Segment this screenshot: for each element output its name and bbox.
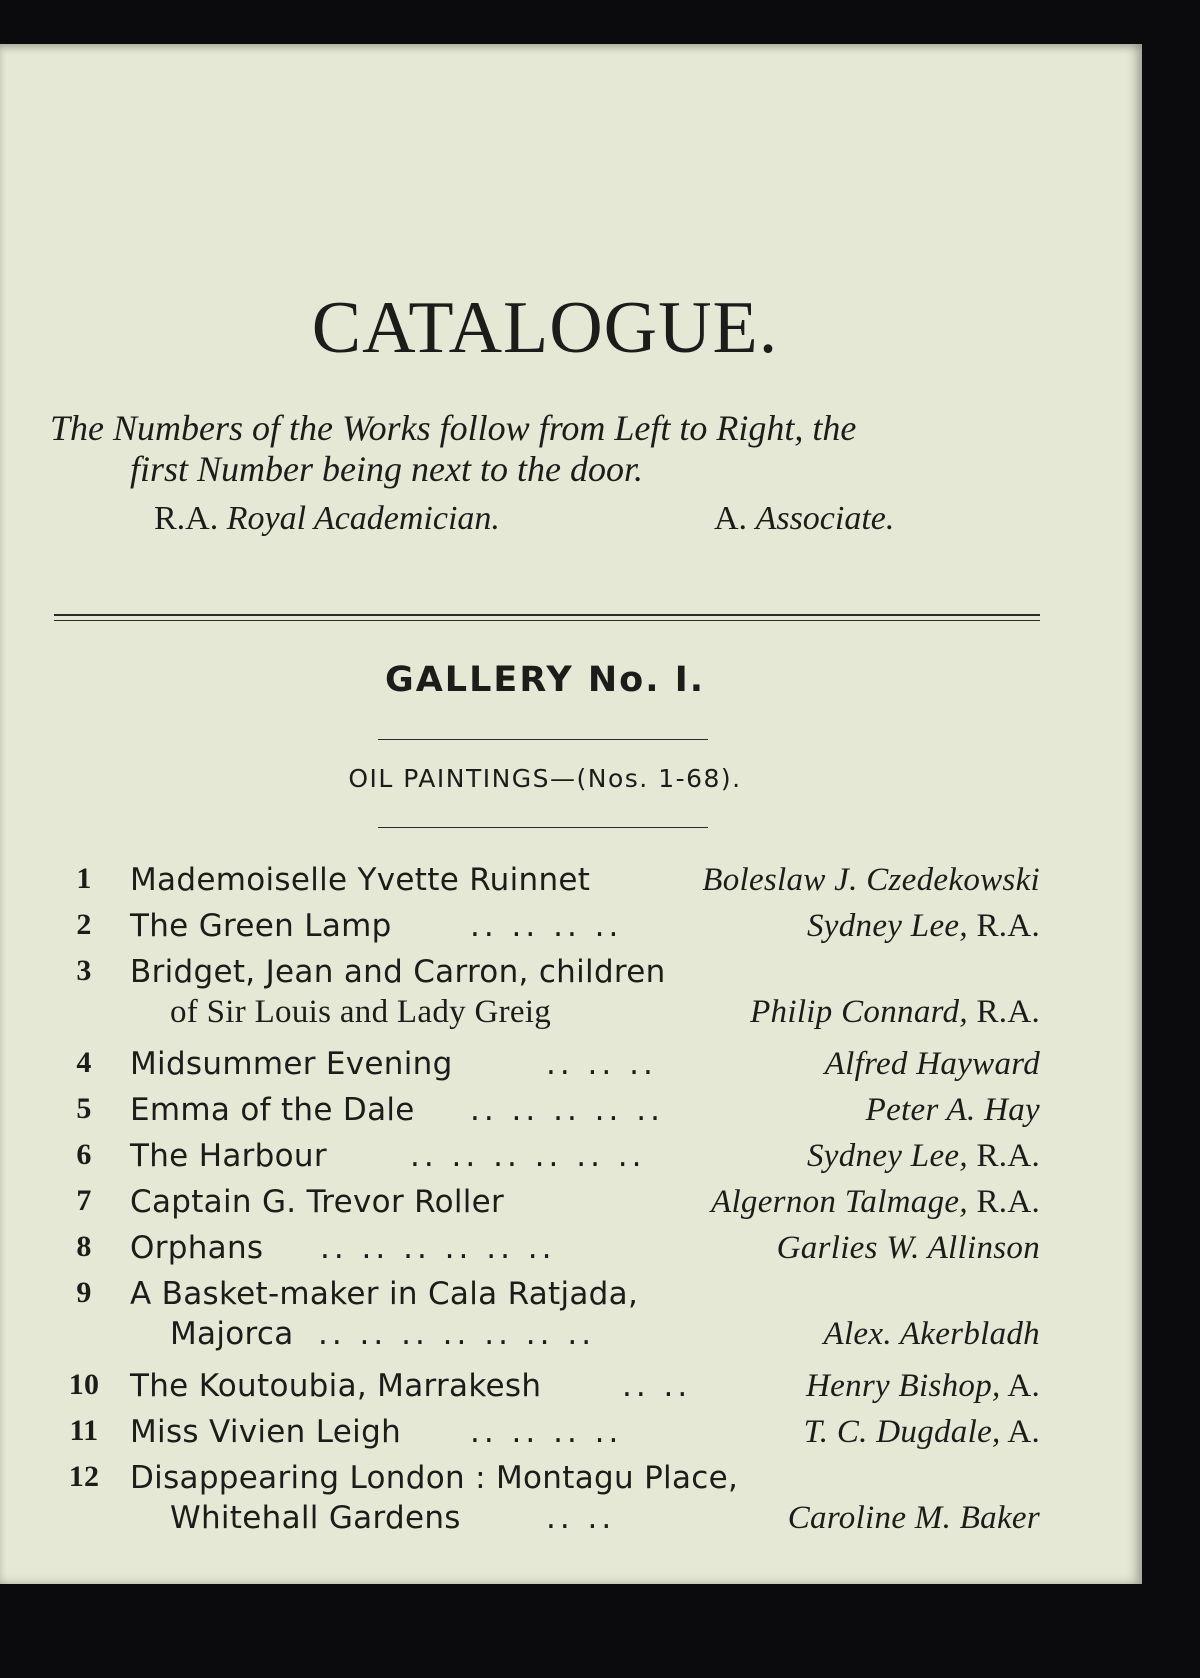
entry-artist: T. C. Dugdale, A.: [803, 1414, 1040, 1450]
entry-title-continued: Majorca: [170, 1316, 294, 1352]
list-item: [0, 902, 1142, 948]
entry-artist: Alex. Akerbladh: [823, 1316, 1040, 1352]
entry-artist: Sydney Lee, R.A.: [807, 1138, 1040, 1174]
abbrev-a-code: A.: [714, 500, 748, 537]
entry-number: 4: [76, 1046, 92, 1079]
abbrev-associate: [714, 500, 894, 538]
double-rule-top: [54, 614, 1040, 616]
leader-dots: .. .. .. .. .. ..: [320, 1230, 556, 1266]
list-item: [0, 1224, 1142, 1270]
numbering-note-line-1: The Numbers of the Works follow from Left to Right, the: [50, 408, 857, 448]
leader-dots: .. .. .. .. .. .. ..: [318, 1316, 596, 1352]
entry-title: Orphans: [130, 1230, 264, 1266]
entry-title: Emma of the Dale: [130, 1092, 415, 1128]
entry-artist: Philip Connard, R.A.: [750, 994, 1040, 1030]
entry-title: A Basket-maker in Cala Ratjada,: [130, 1276, 639, 1312]
entry-artist: Sydney Lee, R.A.: [807, 908, 1040, 944]
entry-title-continued: Whitehall Gardens: [170, 1500, 461, 1536]
leader-dots: .. ..: [622, 1368, 692, 1404]
leader-dots: .. .. .. ..: [470, 1414, 623, 1450]
entry-artist: Henry Bishop, A.: [806, 1368, 1040, 1404]
entry-title: Captain G. Trevor Roller: [130, 1184, 505, 1220]
list-item: [0, 1040, 1142, 1086]
entry-title: Miss Vivien Leigh: [130, 1414, 402, 1450]
catalogue-entry-list: [0, 856, 1142, 1546]
entry-title: Mademoiselle Yvette Ruinnet: [130, 862, 591, 898]
entry-title: The Green Lamp: [130, 908, 392, 944]
entry-number: 6: [76, 1138, 92, 1171]
entry-artist: Peter A. Hay: [865, 1092, 1040, 1128]
entry-number: 1: [76, 862, 92, 895]
entry-number: 12: [68, 1460, 100, 1493]
entry-artist: Garlies W. Allinson: [776, 1230, 1040, 1266]
divider-rule: [378, 739, 708, 740]
divider-rule: [378, 827, 708, 828]
leader-dots: .. ..: [546, 1500, 616, 1536]
entry-artist: Boleslaw J. Czedekowski: [702, 862, 1040, 898]
list-item: [0, 1408, 1142, 1454]
entry-title: Disappearing London : Montagu Place,: [130, 1460, 739, 1496]
abbrev-ra-text: Royal Academician.: [226, 500, 500, 537]
entry-number: 2: [76, 908, 92, 941]
entry-title: The Harbour: [130, 1138, 327, 1174]
leader-dots: .. .. .. ..: [470, 908, 623, 944]
entry-title: Midsummer Evening: [130, 1046, 453, 1082]
list-item: [0, 1454, 1142, 1546]
section-heading: OIL PAINTINGS—(Nos. 1-68).: [348, 764, 742, 793]
entry-title-continued: of Sir Louis and Lady Greig: [170, 994, 552, 1030]
numbering-note-line-2: first Number being next to the door.: [130, 449, 643, 489]
entry-number: 11: [69, 1414, 99, 1447]
entry-number: 8: [76, 1230, 92, 1263]
double-rule-bottom: [54, 620, 1040, 621]
list-item: [0, 1086, 1142, 1132]
list-item: [0, 1178, 1142, 1224]
list-item: [0, 948, 1142, 1040]
leader-dots: .. .. .. .. .. ..: [410, 1138, 646, 1174]
entry-number: 9: [76, 1276, 92, 1309]
abbrev-ra-code: R.A.: [154, 500, 219, 537]
list-item: [0, 1132, 1142, 1178]
leader-dots: .. .. .. .. ..: [470, 1092, 664, 1128]
entry-artist: Algernon Talmage, R.A.: [711, 1184, 1040, 1220]
entry-artist: Alfred Hayward: [824, 1046, 1040, 1082]
entry-title: Bridget, Jean and Carron, children: [130, 954, 666, 990]
abbrev-royal-academician: [154, 500, 500, 538]
list-item: [0, 1270, 1142, 1362]
entry-artist: Caroline M. Baker: [787, 1500, 1040, 1536]
entry-number: 5: [76, 1092, 92, 1125]
entry-number: 10: [68, 1368, 100, 1401]
entry-title: The Koutoubia, Marrakesh: [130, 1368, 542, 1404]
list-item: [0, 1362, 1142, 1408]
entry-number: 3: [76, 954, 92, 987]
entry-number: 7: [76, 1184, 92, 1217]
list-item: [0, 856, 1142, 902]
gallery-heading: GALLERY No. I.: [384, 660, 706, 700]
abbrev-a-text: Associate.: [755, 500, 895, 537]
leader-dots: .. .. ..: [546, 1046, 657, 1082]
page-title: CATALOGUE.: [311, 287, 779, 369]
